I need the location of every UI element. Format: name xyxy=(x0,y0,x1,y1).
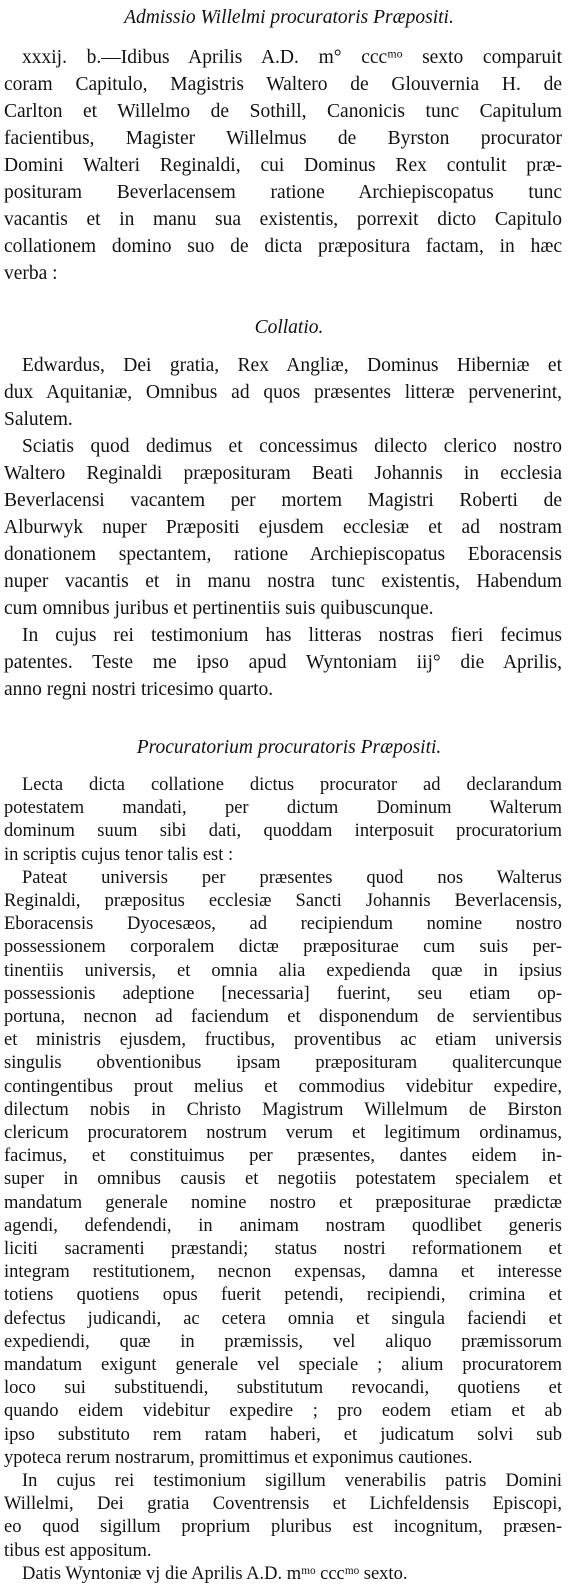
text-line: dilectum nobis in Christo Magistrum Willelmum de Birston xyxy=(4,1099,562,1120)
text-line: verba : xyxy=(4,263,58,284)
text-line: et ministris ejusdem, fructibus, proventibus ac etiam universis xyxy=(4,1030,562,1051)
text-line: facientibus, Magister Willelmus de Byrston procurator xyxy=(4,128,562,149)
text-line: Edwardus, Dei gratia, Rex Angliæ, Dominus Hiberniæ et xyxy=(22,355,562,376)
text-line: facimus, et constituimus per præsentes, dantes eidem in- xyxy=(4,1146,562,1167)
text-line: Datis Wyntoniæ vj die Aprilis A.D. mᵐᵒ cccᵐᵒ sexto. xyxy=(22,1563,408,1584)
section-heading: Collatio. xyxy=(254,317,324,338)
text-line: tibus est appositum. xyxy=(4,1540,152,1561)
text-line: possessionem corporalem dictæ præpositurae cum suis per- xyxy=(4,937,562,958)
text-line: Alburwyk nuper Præpositi ejusdem ecclesiæ et ad nostram xyxy=(4,517,562,538)
text-line: contingentibus prout melius et commodius videbitur expedire, xyxy=(4,1076,562,1097)
text-line: liciti sacramenti præstandi; status nostri reformationem et xyxy=(4,1239,562,1259)
text-line: mandatum generale nomine nostro et præpositurae prædictæ xyxy=(4,1192,562,1213)
text-line: nuper vacantis et in manu nostra tunc existentis, Habendum xyxy=(4,571,562,592)
text-line: Domini Walteri Reginaldi, cui Dominus Rex contulit præ- xyxy=(4,155,562,176)
text-line: Reginaldi, præpositus ecclesiæ Sancti Johannis Beverlacensis, xyxy=(4,891,562,911)
text-line: Lecta dicta collatione dictus procurator ad declarandum xyxy=(22,775,562,795)
text-line: integram restitutionem, necnon expensas, damna et interesse xyxy=(4,1262,562,1283)
text-line: clericum procuratorem nostrum verum et legitimum ordinamus, xyxy=(4,1123,562,1143)
text-line: dux Aquitaniæ, Omnibus ad quos præsentes litteræ pervenerint, xyxy=(4,382,562,403)
text-line: dominum suum sibi dati, quoddam interposuit procuratorium xyxy=(4,821,562,842)
text-line: In cujus rei testimonium sigillum venerabilis patris Domini xyxy=(22,1471,562,1491)
text-line: agendi, defendendi, in animam nostram quodlibet generis xyxy=(4,1215,562,1236)
text-line: defectus judicandi, ac cetera omnia et singula faciendi et xyxy=(4,1308,562,1329)
text-line: ipso substituto rem ratam haberi, et judicatum solvi sub xyxy=(4,1424,562,1445)
text-line: Sciatis quod dedimus et concessimus dilecto clerico nostro xyxy=(22,436,562,457)
text-line: patentes. Teste me ipso apud Wyntoniam iij° die Aprilis, xyxy=(4,652,562,673)
text-line: possessionis adeptione [necessaria] fuerint, seu etiam op- xyxy=(4,983,562,1004)
text-line: Willelmi, Dei gratia Coventrensis et Lichfeldensis Episcopi, xyxy=(4,1494,562,1515)
text-line: ypoteca rerum nostrarum, promittimus et exponimus cautiones. xyxy=(4,1447,473,1468)
text-line: collationem domino suo de dicta præpositura factam, in hæc xyxy=(4,236,562,257)
text-line: In cujus rei testimonium has litteras nostras fieri fecimus xyxy=(22,625,562,646)
text-line: quando eidem videbitur expedire ; pro eodem etiam et ab xyxy=(4,1401,562,1422)
text-line: cum omnibus juribus et pertinentiis suis quibuscunque. xyxy=(4,598,434,619)
text-line: Eboracensis Dyocesæos, ad recipiendum nomine nostro xyxy=(4,914,562,935)
text-line: Beverlacensi vacantem per mortem Magistri Roberti de xyxy=(4,490,562,511)
text-line: Carlton et Willelmo de Sothill, Canonicis tunc Capitulum xyxy=(4,101,562,122)
text-line: eo quod sigillum proprium pluribus est incognitum, præsen- xyxy=(4,1517,562,1538)
text-line: Waltero Reginaldi præposituram Beati Johannis in ecclesia xyxy=(4,463,562,484)
text-line: posituram Beverlacensem ratione Archiepiscopatus tunc xyxy=(4,182,562,203)
text-line: donationem spectantem, ratione Archiepiscopatus Eboracensis xyxy=(4,544,562,565)
text-line: vacantis et in manu sua existentis, porrexit dicto Capitulo xyxy=(4,209,562,230)
text-line: xxxij. b.—Idibus Aprilis A.D. m° cccᵐᵒ sexto comparuit xyxy=(22,47,562,68)
section-heading: Procuratorium procuratoris Præpositi. xyxy=(136,737,442,758)
text-line: Pateat universis per præsentes quod nos Walterus xyxy=(22,867,562,888)
text-line: totiens quotiens opus fuerit petendi, recipiendi, crimina et xyxy=(4,1285,562,1306)
text-line: tinentiis universis, et omnia alia expedienda quæ in ipsius xyxy=(4,960,562,981)
text-line: super in omnibus causis et negotiis potestatem specialem et xyxy=(4,1169,562,1190)
text-line: in scriptis cujus tenor talis est : xyxy=(4,844,234,865)
text-line: potestatem mandati, per dictum Dominum Walterum xyxy=(4,798,562,819)
text-line: portuna, necnon ad faciendum et disponendum de servientibus xyxy=(4,1007,562,1027)
section-heading: Admissio Willelmi procuratoris Præpositi. xyxy=(124,7,454,28)
text-line: mandatum exigunt generale vel speciale ; alium procuratorem xyxy=(4,1355,562,1375)
text-line: singulis obventionibus ipsam præposituram qualitercunque xyxy=(4,1053,562,1074)
text-line: loco sui substituendi, substitutum revocandi, quotiens et xyxy=(4,1378,562,1399)
text-line: coram Capitulo, Magistris Waltero de Glouvernia H. de xyxy=(4,74,562,95)
text-line: Salutem. xyxy=(4,409,73,430)
text-line: anno regni nostri tricesimo quarto. xyxy=(4,679,274,700)
text-line: expediendi, quæ in præmissis, vel aliquo præmissorum xyxy=(4,1331,562,1352)
